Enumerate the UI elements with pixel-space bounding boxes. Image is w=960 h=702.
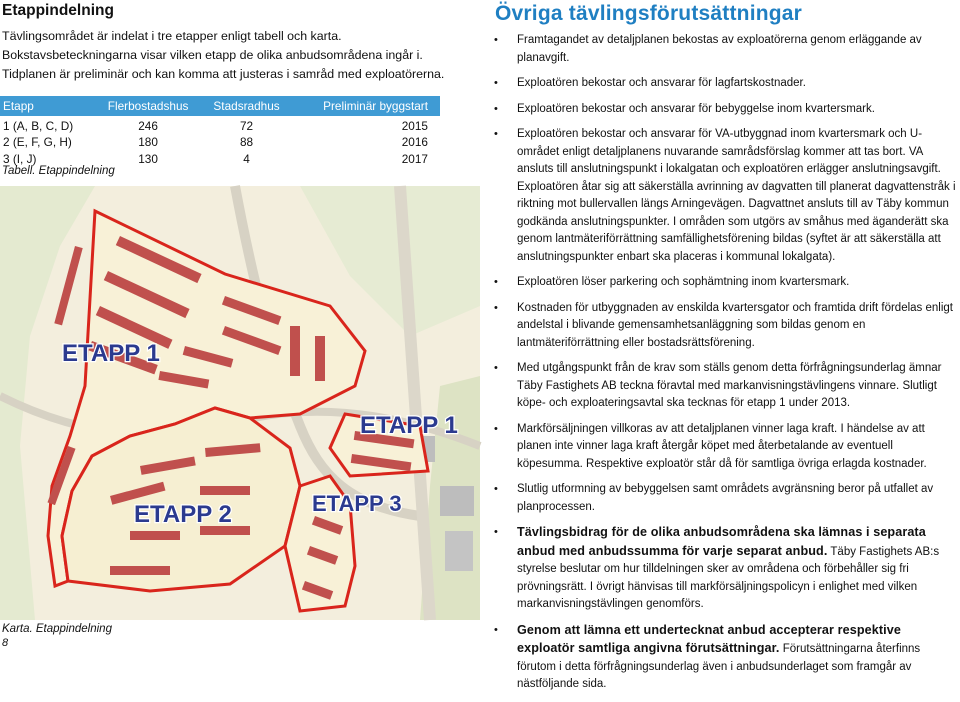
table-caption: Tabell. Etappindelning — [2, 165, 115, 177]
etapp-label: ETAPP 2 — [134, 501, 232, 528]
table-cell: 1 (A, B, C, D) — [3, 119, 74, 133]
header-flerbostadshus: Flerbostadshus — [94, 96, 201, 116]
list-item: • Med utgångspunkt från de krav som ställs genom detta förfrågningsunderlag ämnar Täby Fastighets AB teckna föravtal med markanvisningstävlingens vinnare. Slutligt köpe- och exploateringsavtal ska tecknas för etapp 1 under 2013. — [494, 362, 942, 409]
list-item: • Markförsäljningen villkoras av att detaljplanen vinner laga kraft. I händelse av att planen inte vinner laga kraft återgår köpet med återbetalande av eventuell köpesumma. Respektive exploatör står då för samtliga övriga erlagda kostnader. — [494, 422, 927, 470]
table-cell: 2017 — [401, 151, 428, 166]
list-item: • Exploatören löser parkering och sophämtning inom kvartersmark. — [487, 274, 959, 292]
bullet-icon: • — [494, 128, 498, 140]
section-title: Etappindelning — [2, 2, 114, 19]
etapp-table — [0, 96, 440, 167]
bullet-icon: • — [494, 422, 498, 435]
table-cell: 3 (I, J) — [3, 151, 37, 166]
bold-lead-text: Genom att lämna ett undertecknat anbud accepterar respektive exploatör samtliga angivna förutsättningar. — [517, 622, 901, 655]
table-cell: 130 — [138, 151, 158, 166]
bold-lead-text: Tävlingsbidrag för de olika anbudsområdena ska lämnas i separata anbud med anbudssumma för varje separat anbud. — [517, 525, 926, 558]
table-cell: 88 — [239, 134, 254, 149]
list-item: • Exploatören bekostar och ansvarar för lagfartskostnader. — [487, 75, 959, 93]
section-title-right: Övriga tävlingsförutsättningar — [495, 2, 803, 25]
bullet-icon: • — [494, 362, 498, 374]
table-cell: 246 — [138, 119, 158, 133]
conditions-list — [487, 32, 959, 702]
bullet-icon: • — [494, 77, 498, 89]
bullet-icon: • — [494, 102, 498, 115]
table-header-row — [0, 96, 440, 116]
etapp-label: ETAPP 1 — [62, 340, 160, 367]
existing-building — [445, 531, 473, 571]
etapp-label: ETAPP 1 — [360, 412, 458, 439]
map-caption: Karta. Etappindelning — [2, 623, 112, 635]
existing-building — [440, 486, 474, 516]
intro-paragraph: Tävlingsområdet är indelat i tre etapper enligt tabell och karta. Bokstavsbeteckningarna visar vilken etapp de olika anbudsområdena ingår i. Tidplanen är preliminär och kan komma att justeras i samråd med exploatörerna. — [2, 29, 445, 81]
list-item: • Exploatören bekostar och ansvarar för VA-utbyggnad inom kvartersmark och U-området enligt detaljplanens nuvarande samrådsförslag kommer att tas bort. VA ansluts till anslutningspunkt i lokalgatan och exploatören erlägger anslutningsavgift. Exploatören åtar sig att säkerställa avrinning av dagvatten till planerat dagvattenstråk i riktning mot bullervallen längs Arningevägen. Dagvattnet ansluts till av Täby kommun godkända anslutningspunkter. I områden som utgörs av småhus med äganderätt ska genom lantmäteriförrättning samfällighetsförening bildas (syftet är att säkerställa att anslutningspunkter enbart ska placeras i kommunal lokalgata). — [494, 128, 956, 263]
left-column — [0, 0, 480, 648]
bullet-icon: • — [494, 483, 498, 495]
etapp-label: ETAPP 3 — [312, 491, 402, 516]
table-cell: 72 — [239, 119, 254, 133]
table-cell: 2016 — [401, 134, 428, 149]
list-item: • Kostnaden för utbyggnaden av enskilda kvartersgator och framtida drift fördelas enligt andelstal i blivande gemensamhetsanläggning som bildas genom en lantmäteriförrättning eller bostadsrättsförening. — [494, 301, 953, 349]
list-item: • Genom att lämna ett undertecknat anbud accepterar respektive exploatör samtliga angivna förutsättningar. Förutsättningarna återfinns förutom i detta förfrågningsunderlag även i anbudsunderlaget som framgår av nästföljande sida. — [494, 622, 921, 690]
list-item: • Slutlig utformning av bebyggelsen samt områdets avgränsning beror på utfallet av planprocessen. — [494, 483, 934, 513]
header-byggstart: Preliminär byggstart — [291, 96, 440, 116]
header-etapp: Etapp — [0, 96, 94, 116]
bullet-icon: • — [494, 34, 498, 46]
table-row — [0, 133, 440, 150]
table-cell: 2015 — [401, 119, 428, 133]
right-column — [487, 0, 960, 690]
bullet-icon: • — [494, 301, 498, 314]
bullet-icon: • — [494, 276, 498, 288]
table-cell: 180 — [138, 134, 158, 149]
etapp-map — [0, 186, 480, 620]
table-cell: 2 (E, F, G, H) — [3, 134, 72, 149]
bullet-icon: • — [494, 526, 498, 538]
page-number: 8 — [2, 637, 9, 649]
list-item: • Tävlingsbidrag för de olika anbudsområdena ska lämnas i separata anbud med anbudssumma för varje separat anbud. Täby Fastighets AB:s styrelse beslutar om hur tilldelningen sker av områdena och förbehåller sig fri prövningsrätt. I övrigt hänvisas till markförsäljningspolicyn i enlighet med vilken markanvisningstävlingen genomförs. — [494, 525, 940, 610]
table-row — [0, 116, 440, 133]
header-stadsradhus: Stadsradhus — [202, 96, 292, 116]
bullet-icon: • — [494, 623, 498, 636]
list-item: • Framtagandet av detaljplanen bekostas av exploatörerna genom erläggande av planavgift. — [494, 34, 922, 64]
list-item: • Exploatören bekostar och ansvarar för bebyggelse inom kvartersmark. — [487, 101, 959, 119]
table-cell: 4 — [243, 151, 250, 166]
